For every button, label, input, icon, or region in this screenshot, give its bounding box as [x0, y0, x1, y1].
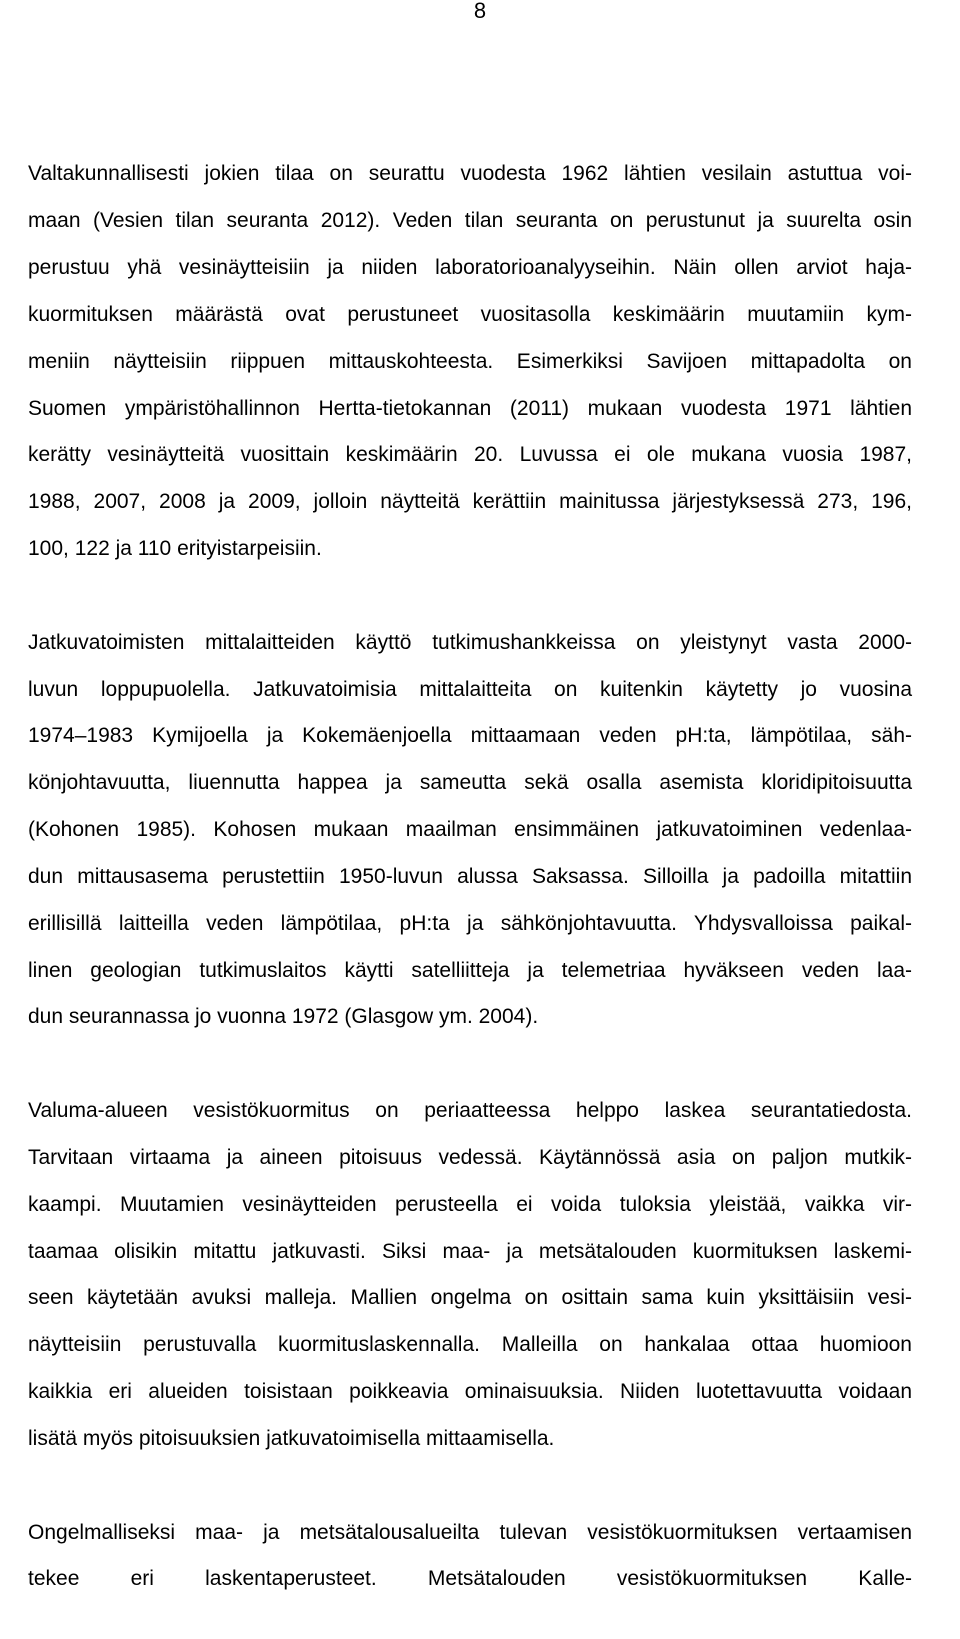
- text-line: dun seurannassa jo vuonna 1972 (Glasgow ym. 2004).: [28, 1005, 539, 1029]
- text-line: 1988, 2007, 2008 ja 2009, jolloin näytteitä kerättiin mainitussa järjestyksessä 273, 196,: [28, 490, 912, 514]
- text-line: (Kohonen 1985). Kohosen mukaan maailman ensimmäinen jatkuvatoiminen vedenlaa-: [28, 818, 912, 842]
- text-line: luvun loppupuolella. Jatkuvatoimisia mittalaitteita on kuitenkin käytetty jo vuosina: [28, 677, 912, 701]
- text-line: seen käytetään avuksi malleja. Mallien ongelma on osittain sama kuin yksittäisiin vesi-: [28, 1286, 912, 1310]
- text-line: Jatkuvatoimisten mittalaitteiden käyttö tutkimushankkeissa on yleistynyt vasta 2000-: [28, 630, 912, 654]
- text-line: lisätä myös pitoisuuksien jatkuvatoimisella mittaamisella.: [28, 1426, 555, 1450]
- text-line: kaikkia eri alueiden toisistaan poikkeavia ominaisuuksia. Niiden luotettavuutta voidaan: [28, 1380, 912, 1404]
- page-number: 8: [473, 0, 487, 23]
- text-line: dun mittausasema perustettiin 1950-luvun alussa Saksassa. Silloilla ja padoilla mitattiin: [28, 864, 912, 888]
- text-line: tekee eri laskentaperusteet. Metsätalouden vesistökuormituksen Kalle-: [28, 1567, 912, 1591]
- text-line: kerätty vesinäytteitä vuosittain keskimäärin 20. Luvussa ei ole mukana vuosia 1987,: [28, 443, 912, 467]
- text-line: perustuu yhä vesinäytteisiin ja niiden laboratorioanalyyseihin. Näin ollen arviot haja-: [28, 256, 912, 280]
- text-line: Ongelmalliseksi maa- ja metsätalousalueilta tulevan vesistökuormituksen vertaamisen: [28, 1520, 912, 1544]
- text-line: maan (Vesien tilan seuranta 2012). Veden tilan seuranta on perustunut ja suurelta osin: [28, 209, 912, 233]
- text-line: taamaa olisikin mitattu jatkuvasti. Siksi maa- ja metsätalouden kuormituksen laskemi-: [28, 1239, 912, 1263]
- text-line: Valtakunnallisesti jokien tilaa on seurattu vuodesta 1962 lähtien vesilain astuttua voi-: [28, 162, 912, 186]
- text-line: 100, 122 ja 110 erityistarpeisiin.: [28, 537, 322, 561]
- text-line: linen geologian tutkimuslaitos käytti satelliitteja ja telemetriaa hyväkseen veden laa-: [28, 958, 912, 982]
- text-line: erillisillä laitteilla veden lämpötilaa, pH:ta ja sähkönjohtavuutta. Yhdysvalloissa paikal-: [28, 911, 912, 935]
- text-line: Tarvitaan virtaama ja aineen pitoisuus vedessä. Käytännössä asia on paljon mutkik-: [28, 1145, 912, 1169]
- text-line: näytteisiin perustuvalla kuormituslaskennalla. Malleilla on hankalaa ottaa huomioon: [28, 1333, 912, 1357]
- text-line: kuormituksen määrästä ovat perustuneet vuositasolla keskimäärin muutamiin kym-: [28, 302, 912, 326]
- text-line: könjohtavuutta, liuennutta happea ja sameutta sekä osalla asemista kloridipitoisuutta: [28, 771, 912, 795]
- text-line: Valuma-alueen vesistökuormitus on periaatteessa helppo laskea seurantatiedosta.: [28, 1099, 912, 1123]
- text-line: 1974–1983 Kymijoella ja Kokemäenjoella mittaamaan veden pH:ta, lämpötilaa, säh-: [28, 724, 912, 748]
- text-line: Suomen ympäristöhallinnon Hertta-tietokannan (2011) mukaan vuodesta 1971 lähtien: [28, 396, 912, 420]
- text-line: meniin näytteisiin riippuen mittauskohteesta. Esimerkiksi Savijoen mittapadolta on: [28, 349, 912, 373]
- text-line: kaampi. Muutamien vesinäytteiden perusteella ei voida tuloksia yleistää, vaikka vir-: [28, 1192, 912, 1216]
